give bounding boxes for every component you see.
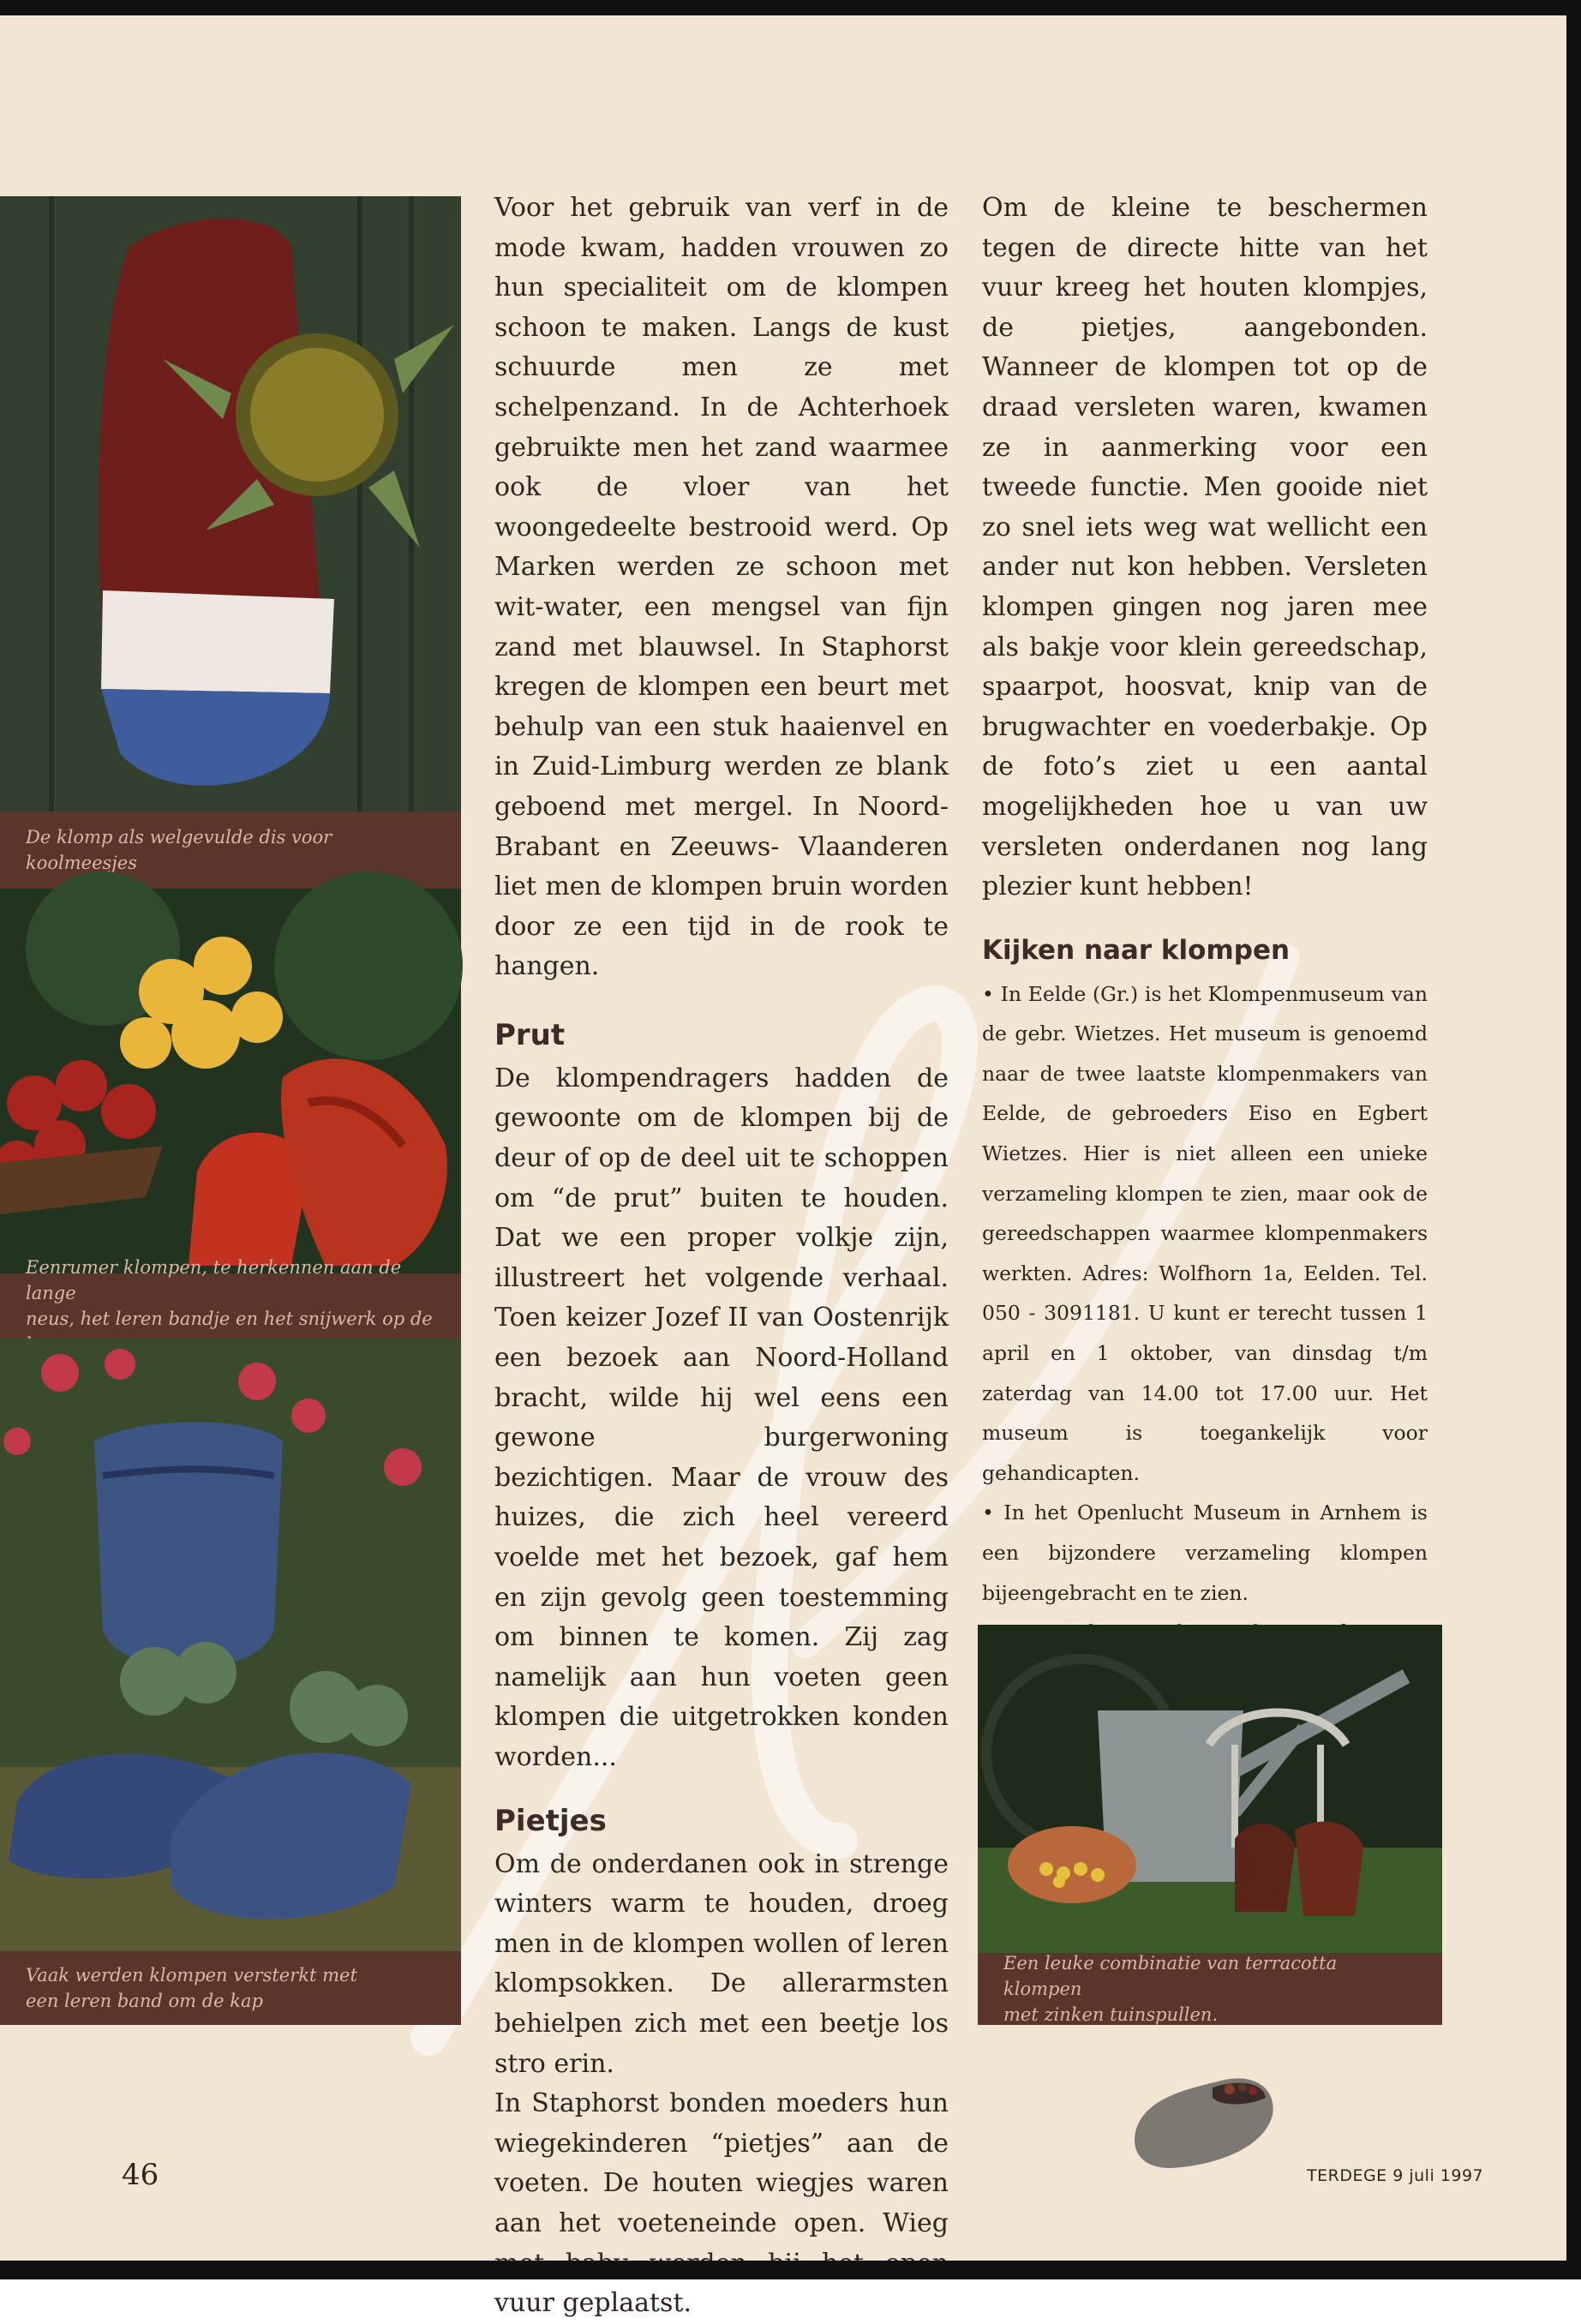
scan-border-top xyxy=(0,0,1581,15)
caption-photo-2 xyxy=(0,1257,461,1339)
clog-illustration xyxy=(1118,2038,1281,2175)
section-heading-kijken-naar-klompen: Kijken naar klompen xyxy=(982,934,1291,966)
caption-text: De klomp als welgevulde dis voor koolmeesjes xyxy=(26,827,332,873)
photo-red-clogs-apples xyxy=(0,889,461,1273)
article-paragraph: Om de onderdanen ook in strenge winters warm te houden, droeg men in de klompen wollen of leren klompsokken. De allerarmsten behielpen zich met een beetje los stro erin. xyxy=(494,1848,949,2079)
photo-blue-clogs-succulents xyxy=(0,1339,461,1951)
scan-border-right xyxy=(1566,0,1581,2279)
article-paragraph: Voor het gebruik van verf in de mode kwam, hadden vrouwen zo hun specialiteit om de klompen schoon te maken. Langs de kust schuurde men ze met schelpenzand. In de Achterhoek gebruikte men het zand waarmee ook de vloer van het woongedeelte bestrooid werd. Op Marken werden ze schoon met wit-water, een mengsel van fijn zand met blauwsel. In Staphorst kregen de klompen een beurt met behulp van een stuk haaienvel en in Zuid-Limburg werden ze blank geboend met mergel. In Noord-Brabant en Zeeuws- Vlaanderen liet men de klompen bruin worden door ze een tijd in de rook te hangen. xyxy=(494,193,949,982)
caption-text: Een leuke combinatie van terracotta klompen xyxy=(1003,1953,1338,1999)
caption-text: met zinken tuinspullen. xyxy=(1003,2004,1219,2025)
magazine-issue-label: TERDEGE 9 juli 1997 xyxy=(1307,2166,1484,2185)
caption-text: een leren band om de kap xyxy=(26,1991,263,2011)
article-paragraph: In Staphorst bonden moeders hun wiegekinderen “pietjes” aan de voeten. De houten wiegjes waren aan het voeteneinde open. Wieg vuur geplaatst. xyxy=(494,2088,949,2319)
list-item: • In het Openlucht Museum in Arnhem is een bijzondere verzameling klompen bijeengebracht en te zien. xyxy=(982,1500,1428,1605)
scan-border-bottom xyxy=(0,2261,1581,2279)
article-column-2 xyxy=(494,189,949,2324)
caption-photo-3 xyxy=(0,1951,461,2025)
article-paragraph: De klompendragers hadden de gewoonte om de klompen bij de deur of op de deel uit te schoppen om “de prut” buiten te houden. Dat we een proper volkje zijn, illustreert het volgende verhaal. Toen keizer Jozef II van Oostenrijk een bezoek aan Noord-Holland bracht, wilde hij wel eens een gewone burgerwoning bezichtigen. Maar de vrouw des huizes, die zich heel vereerd voelde met het bezoek, gaf hem en zijn gevolg geen toestemming om binnen te komen. Zij zag namelijk aan hun voeten geen klompen die uitgetrokken konden worden... xyxy=(494,1063,949,1772)
section-heading-pietjes: Pietjes xyxy=(494,1803,607,1838)
article-paragraph: Om de kleine te beschermen tegen de directe hitte van het vuur kreeg het houten klompjes, de pietjes, aangebonden. Wanneer de klompen tot op de draad versleten waren, kwamen ze in aanmerking voor een tweede functie. Men gooide niet zo snel iets weg wat wellicht een ander nut kon hebben. Versleten klompen gingen nog jaren mee als bakje voor klein gereedschap, spaarpot, hoosvat, knip van de brugwachter en voederbakje. Op de foto’s ziet u een aantal mogelijkheden hoe u van uw versleten onderdanen nog lang plezier kunt hebben! xyxy=(982,193,1428,902)
article-column-3 xyxy=(982,189,1428,1773)
caption-text: neus, het leren bandje en het snijwerk op de xyxy=(26,1309,433,1329)
caption-photo-4 xyxy=(978,1953,1442,2025)
section-heading-prut: Prut xyxy=(494,1017,566,1052)
page-number: 46 xyxy=(122,2158,159,2192)
caption-text: Vaak werden klompen versterkt met xyxy=(26,1965,357,1986)
photo-terracotta-clogs-zinc xyxy=(978,1625,1442,1953)
caption-text: Eenrumer klompen, te herkennen aan de lange xyxy=(26,1257,402,1303)
photo-sunflower-clog xyxy=(0,196,461,812)
magazine-page xyxy=(0,15,1566,2319)
list-item: • In Eelde (Gr.) is het Klompenmuseum van de gebr. Wietzes. Het museum is genoemd naar de twee laatste klompenmakers van Eelde, de gebroeders Eiso en Egbert Wietzes. Hier is niet alleen een unieke verzameling klompen te zien, maar ook de gereedschappen waarmee klompenmakers werkten. Adres: Wolfhorn 1a, Eelden. Tel. 050 - 3091181. U kunt er terecht tussen 1 april en 1 oktober, van dinsdag t/m zaterdag van 14.00 tot 17.00 uur. Het museum is toegankelijk voor gehandicapten. xyxy=(982,981,1428,1485)
